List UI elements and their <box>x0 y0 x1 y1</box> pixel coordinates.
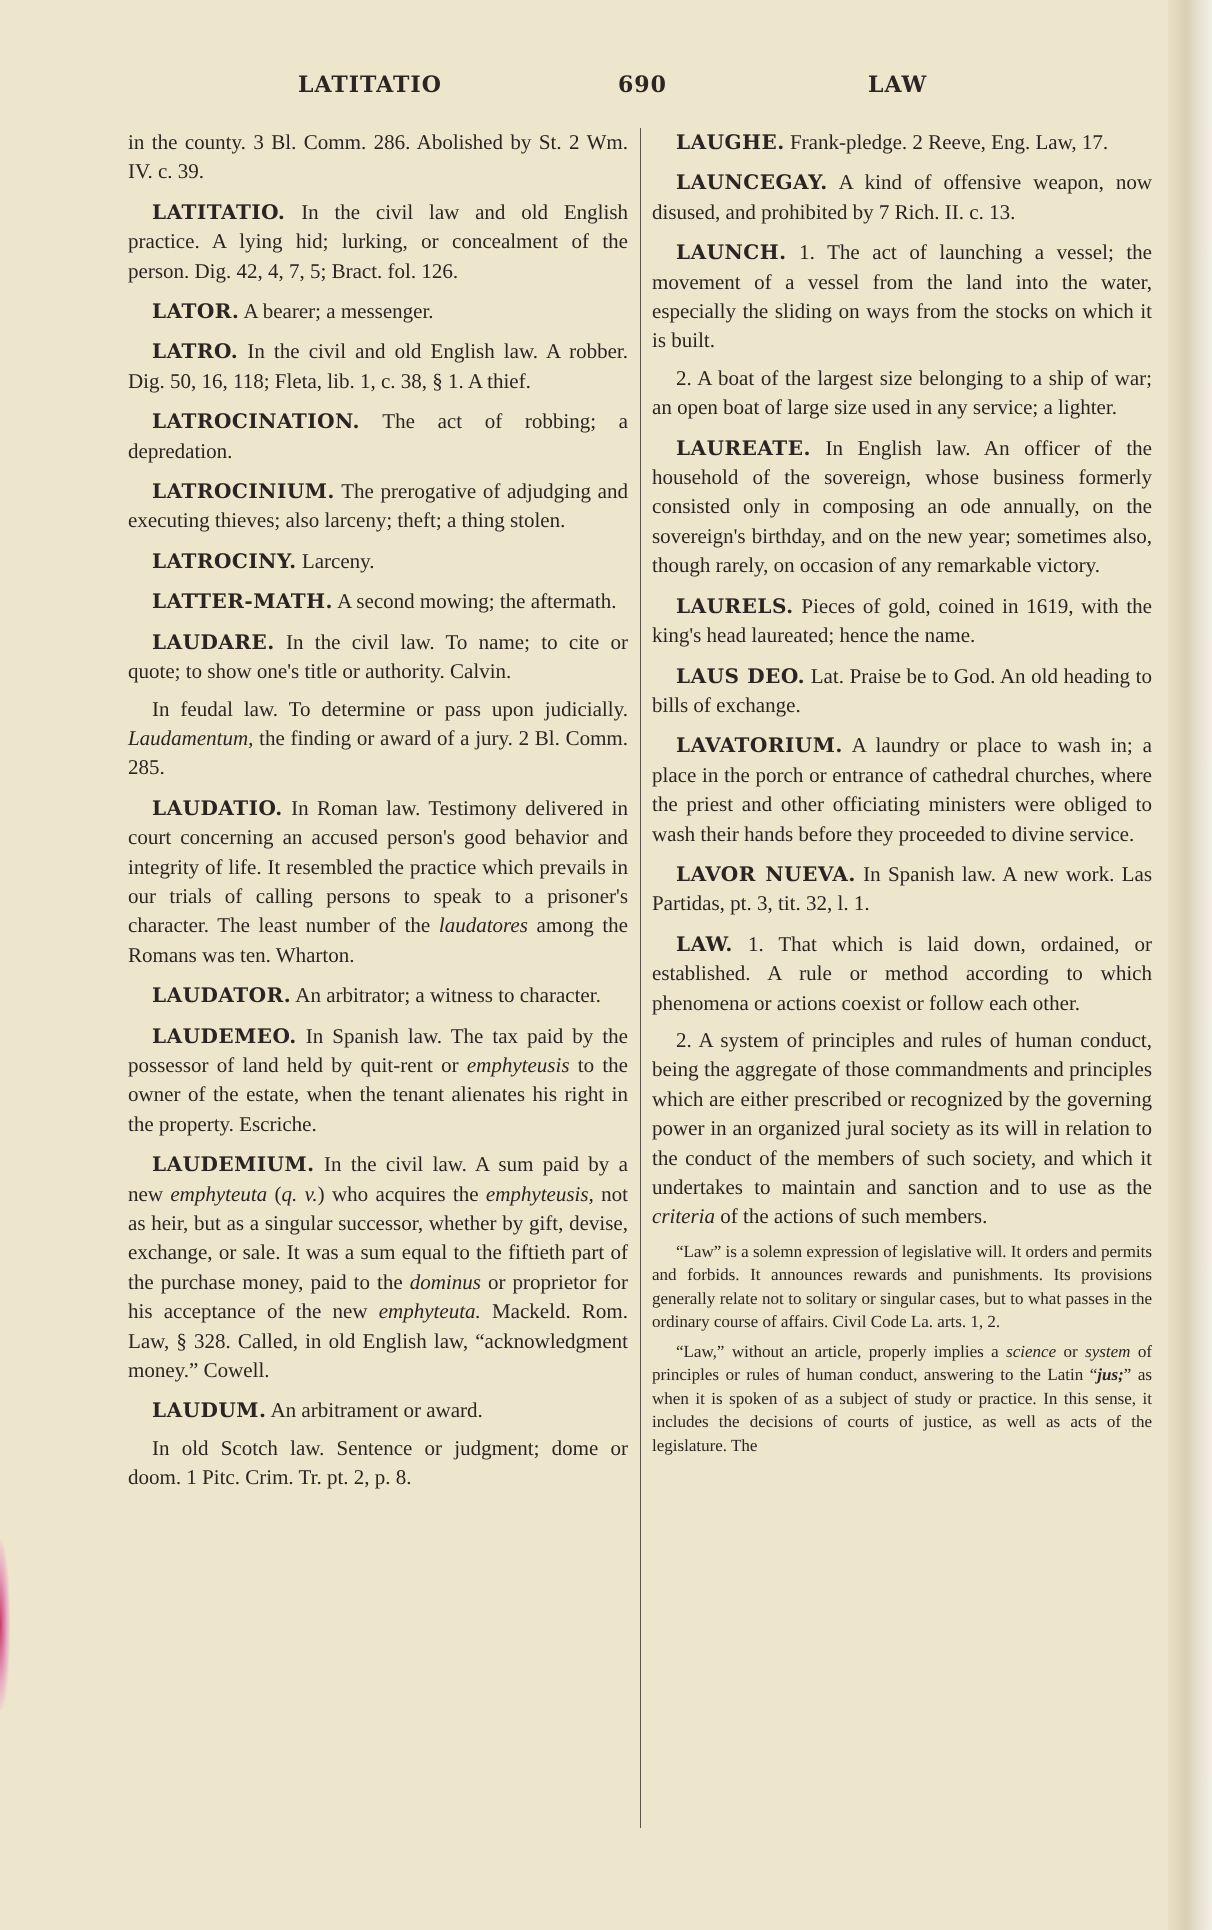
entry-laughe <box>652 128 1152 157</box>
definition: 1. The act of launching a vessel; the movement of a vessel from the land into the water, especially the sliding on ways from the stocks on which it is built. <box>652 240 1152 353</box>
entry-laudare-feudal <box>128 695 628 783</box>
definition-text: 2. A system of principles and rules of human conduct, being the aggregate of those commandments and principles which are either prescribed or recognized by the governing power in an organized jural society as its will in relation to the conduct of the members of such society, and which it undertakes to maintain and sanction and to use as the <box>652 1027 1152 1199</box>
definition-text: ) who acquires the <box>317 1181 486 1206</box>
definition: The act of robbing; a depredation. <box>128 409 628 463</box>
entry-laurels <box>652 592 1152 651</box>
definition: Frank-pledge. 2 Reeve, Eng. Law, 17. <box>789 130 1109 154</box>
headword: LAURELS. <box>676 593 794 618</box>
headword: LAUREATE. <box>676 435 811 460</box>
italic-term: science <box>1006 1341 1057 1361</box>
continuation-text: in the county. 3 Bl. Comm. 286. Abolished by St. 2 Wm. IV. c. 39. <box>128 130 628 184</box>
note-text: or <box>1056 1341 1086 1361</box>
italic-term: emphyteusis <box>466 1052 570 1077</box>
headword: LAUDATOR. <box>152 983 292 1008</box>
headword: LAUS DEO. <box>676 663 806 688</box>
headword: LAVOR NUEVA. <box>676 861 856 886</box>
definition-text: In the civil law. A sum paid by a new <box>128 1152 629 1206</box>
definition-text: or proprietor for his acceptance of the new <box>128 1269 628 1324</box>
entry-law <box>652 930 1152 1018</box>
headword: LATOR. <box>152 299 240 324</box>
entry-latrociny <box>128 547 628 576</box>
note-text: ” as when it is spoken of as a subject of study or practice. In this sense, it includes the decisions of courts of justice, as well as acts of the legislature. The <box>652 1365 1152 1455</box>
italic-term: jus; <box>1097 1365 1124 1385</box>
italic-term: emphyteuta. <box>378 1299 481 1324</box>
page-edge-shadow <box>1168 0 1212 1930</box>
definition: In the civil and old English law. A robber. Dig. 50, 16, 118; Fleta, lib. 1, c. 38, § 1. A thief. <box>128 339 628 393</box>
definition: The prerogative of adjudging and executing thieves; also larceny; theft; a thing stolen. <box>128 479 628 533</box>
headword: LATTER-MATH. <box>152 589 334 614</box>
entry-launch <box>652 238 1152 356</box>
margin-stain <box>0 1540 10 1710</box>
entry-latro <box>128 337 628 396</box>
law-note-2 <box>652 1340 1152 1458</box>
entry-laudare <box>128 628 628 687</box>
left-column <box>128 128 628 1504</box>
definition: A kind of offensive weapon, now disused, and prohibited by 7 Rich. II. c. 13. <box>652 170 1153 224</box>
law-note-1: “Law” is a solemn expression of legislative will. It orders and permits and forbids. It announces rewards and punishments. Its provisions generally relate not to solitary or singular cases, but to what passes in the ordinary course of affairs. Civil Code La. arts. 1, 2. <box>652 1241 1152 1332</box>
headword: LAUDEMIUM. <box>152 1152 315 1177</box>
entry-lavatorium <box>652 731 1152 849</box>
definition-text: of the actions of such members. <box>715 1204 988 1229</box>
italic-term: system <box>1085 1341 1131 1361</box>
definition-text: to the owner of the estate, when the tenant alienates his right in the property. Escriche. <box>128 1052 628 1136</box>
headword: LATITATIO. <box>152 199 286 224</box>
definition: A bearer; a messenger. <box>243 299 434 324</box>
entry-laudator <box>128 981 628 1010</box>
note-text: “Law,” without an article, properly implies a <box>676 1341 1007 1361</box>
entry-latter-math <box>128 587 628 616</box>
headword: LATROCINY. <box>152 548 297 573</box>
entry-laureate <box>652 434 1152 581</box>
entry-laus-deo <box>652 662 1152 721</box>
headword: LAUDUM. <box>152 1398 267 1423</box>
definition: A second mowing; the aftermath. <box>337 589 617 614</box>
headword: LAUNCH. <box>676 240 787 265</box>
definition: An arbitrament or award. <box>270 1398 483 1423</box>
italic-term: laudatores <box>438 913 528 938</box>
entry-launcegay <box>652 168 1152 227</box>
entry-laudemeo <box>128 1022 628 1140</box>
definition: Lat. Praise be to God. An old heading to bills of exchange. <box>652 663 1152 717</box>
italic-term: q. v. <box>281 1181 318 1206</box>
definition: Larceny. <box>301 548 375 573</box>
entry-laudemium <box>128 1150 628 1385</box>
page-number: 690 <box>618 72 667 98</box>
right-column <box>652 128 1152 1463</box>
entry-latrocinium <box>128 477 628 536</box>
definition: Pieces of gold, coined in 1619, with the king's head laureated; hence the name. <box>652 593 1153 648</box>
definition: In the civil law. To name; to cite or quote; to show one's title or authority. Calvin. <box>128 629 628 684</box>
definition: In English law. An officer of the household of the sovereign, whose business formerly consisted only in composing an ode annually, on the sovereign's birthday, and on the new year; sometimes also, though rarely, on occasion of any remarkable victory. <box>652 435 1153 578</box>
headword: LAUGHE. <box>676 130 785 154</box>
headword: LAUDEMEO. <box>152 1023 297 1048</box>
entry-law-2 <box>652 1026 1152 1232</box>
header-left-guide-word: LATITATIO <box>298 72 442 98</box>
headword: LAUDARE. <box>152 629 275 654</box>
definition-text: In Roman law. Testimony delivered in court concerning an accused person's good behavior and integrity of life. It resembled the practice which prevails in our trials of calling persons to speak to a prisoner's character. The least number of the <box>128 795 628 938</box>
definition: In Spanish law. A new work. Las Partidas, pt. 3, tit. 32, l. 1. <box>652 861 1152 916</box>
running-header <box>128 72 938 106</box>
definition-text: In Spanish law. The tax paid by the possessor of land held by quit-rent or <box>128 1023 628 1077</box>
entry-lavor-nueva <box>652 860 1152 919</box>
italic-term: criteria <box>652 1204 715 1229</box>
headword: LAUDATIO. <box>152 795 283 820</box>
headword: LATRO. <box>152 339 239 364</box>
definition-text: In feudal law. To determine or pass upon judicially. <box>152 696 628 721</box>
entry-latrocination <box>128 407 628 466</box>
column-divider <box>640 128 641 1828</box>
headword: LATROCINIUM. <box>152 479 335 504</box>
entry-laudum-scotch: In old Scotch law. Sentence or judgment; dome or doom. 1 Pitc. Crim. Tr. pt. 2, p. 8. <box>128 1435 628 1490</box>
definition-text: the finding or award of a jury. 2 Bl. Comm. 285. <box>128 725 628 780</box>
definition-text: Mackeld. Rom. Law, § 328. Called, in old English law, “acknowledgment money.” Cowell. <box>128 1299 628 1383</box>
definition-text: ( <box>267 1181 282 1206</box>
note-text: of principles or rules of human conduct, answering to the Latin “ <box>652 1341 1152 1385</box>
headword: LAUNCEGAY. <box>676 170 828 195</box>
headword: LATROCINATION. <box>152 409 361 434</box>
entry-laudatio <box>128 794 628 970</box>
definition: An arbitrator; a witness to character. <box>295 983 601 1008</box>
italic-term: emphyteusis, <box>485 1181 594 1206</box>
entry-lator <box>128 297 628 326</box>
headword: LAVATORIUM. <box>676 733 843 758</box>
headword: LAW. <box>676 931 733 956</box>
italic-term: dominus <box>409 1269 481 1294</box>
definition: A laundry or place to wash in; a place in the porch or entrance of cathedral churches, where the priest and other officiating ministers were obliged to wash their hands before they proceeded to divine service. <box>652 733 1152 846</box>
definition: In the civil law and old English practice. A lying hid; lurking, or concealment of the person. Dig. 42, 4, 7, 5; Bract. fol. 126. <box>128 199 629 283</box>
italic-term: emphyteuta <box>170 1181 268 1206</box>
definition-text: among the Romans was ten. Wharton. <box>128 913 628 967</box>
entry-latitatio <box>128 198 628 286</box>
italic-term: Laudamentum, <box>128 725 254 750</box>
entry-launch-2: 2. A boat of the largest size belonging to a ship of war; an open boat of large size used in any service; a lighter. <box>652 365 1152 420</box>
definition-text: not as heir, but as a singular successor, whether by gift, devise, exchange, or sale. It was a sum equal to the fiftieth part of the purchase money, paid to the <box>128 1181 628 1294</box>
header-right-guide-word: LAW <box>868 72 928 98</box>
definition: 1. That which is laid down, ordained, or established. A rule or method according to which phenomena or actions coexist or follow each other. <box>652 931 1152 1015</box>
entry-laudum <box>128 1396 628 1425</box>
